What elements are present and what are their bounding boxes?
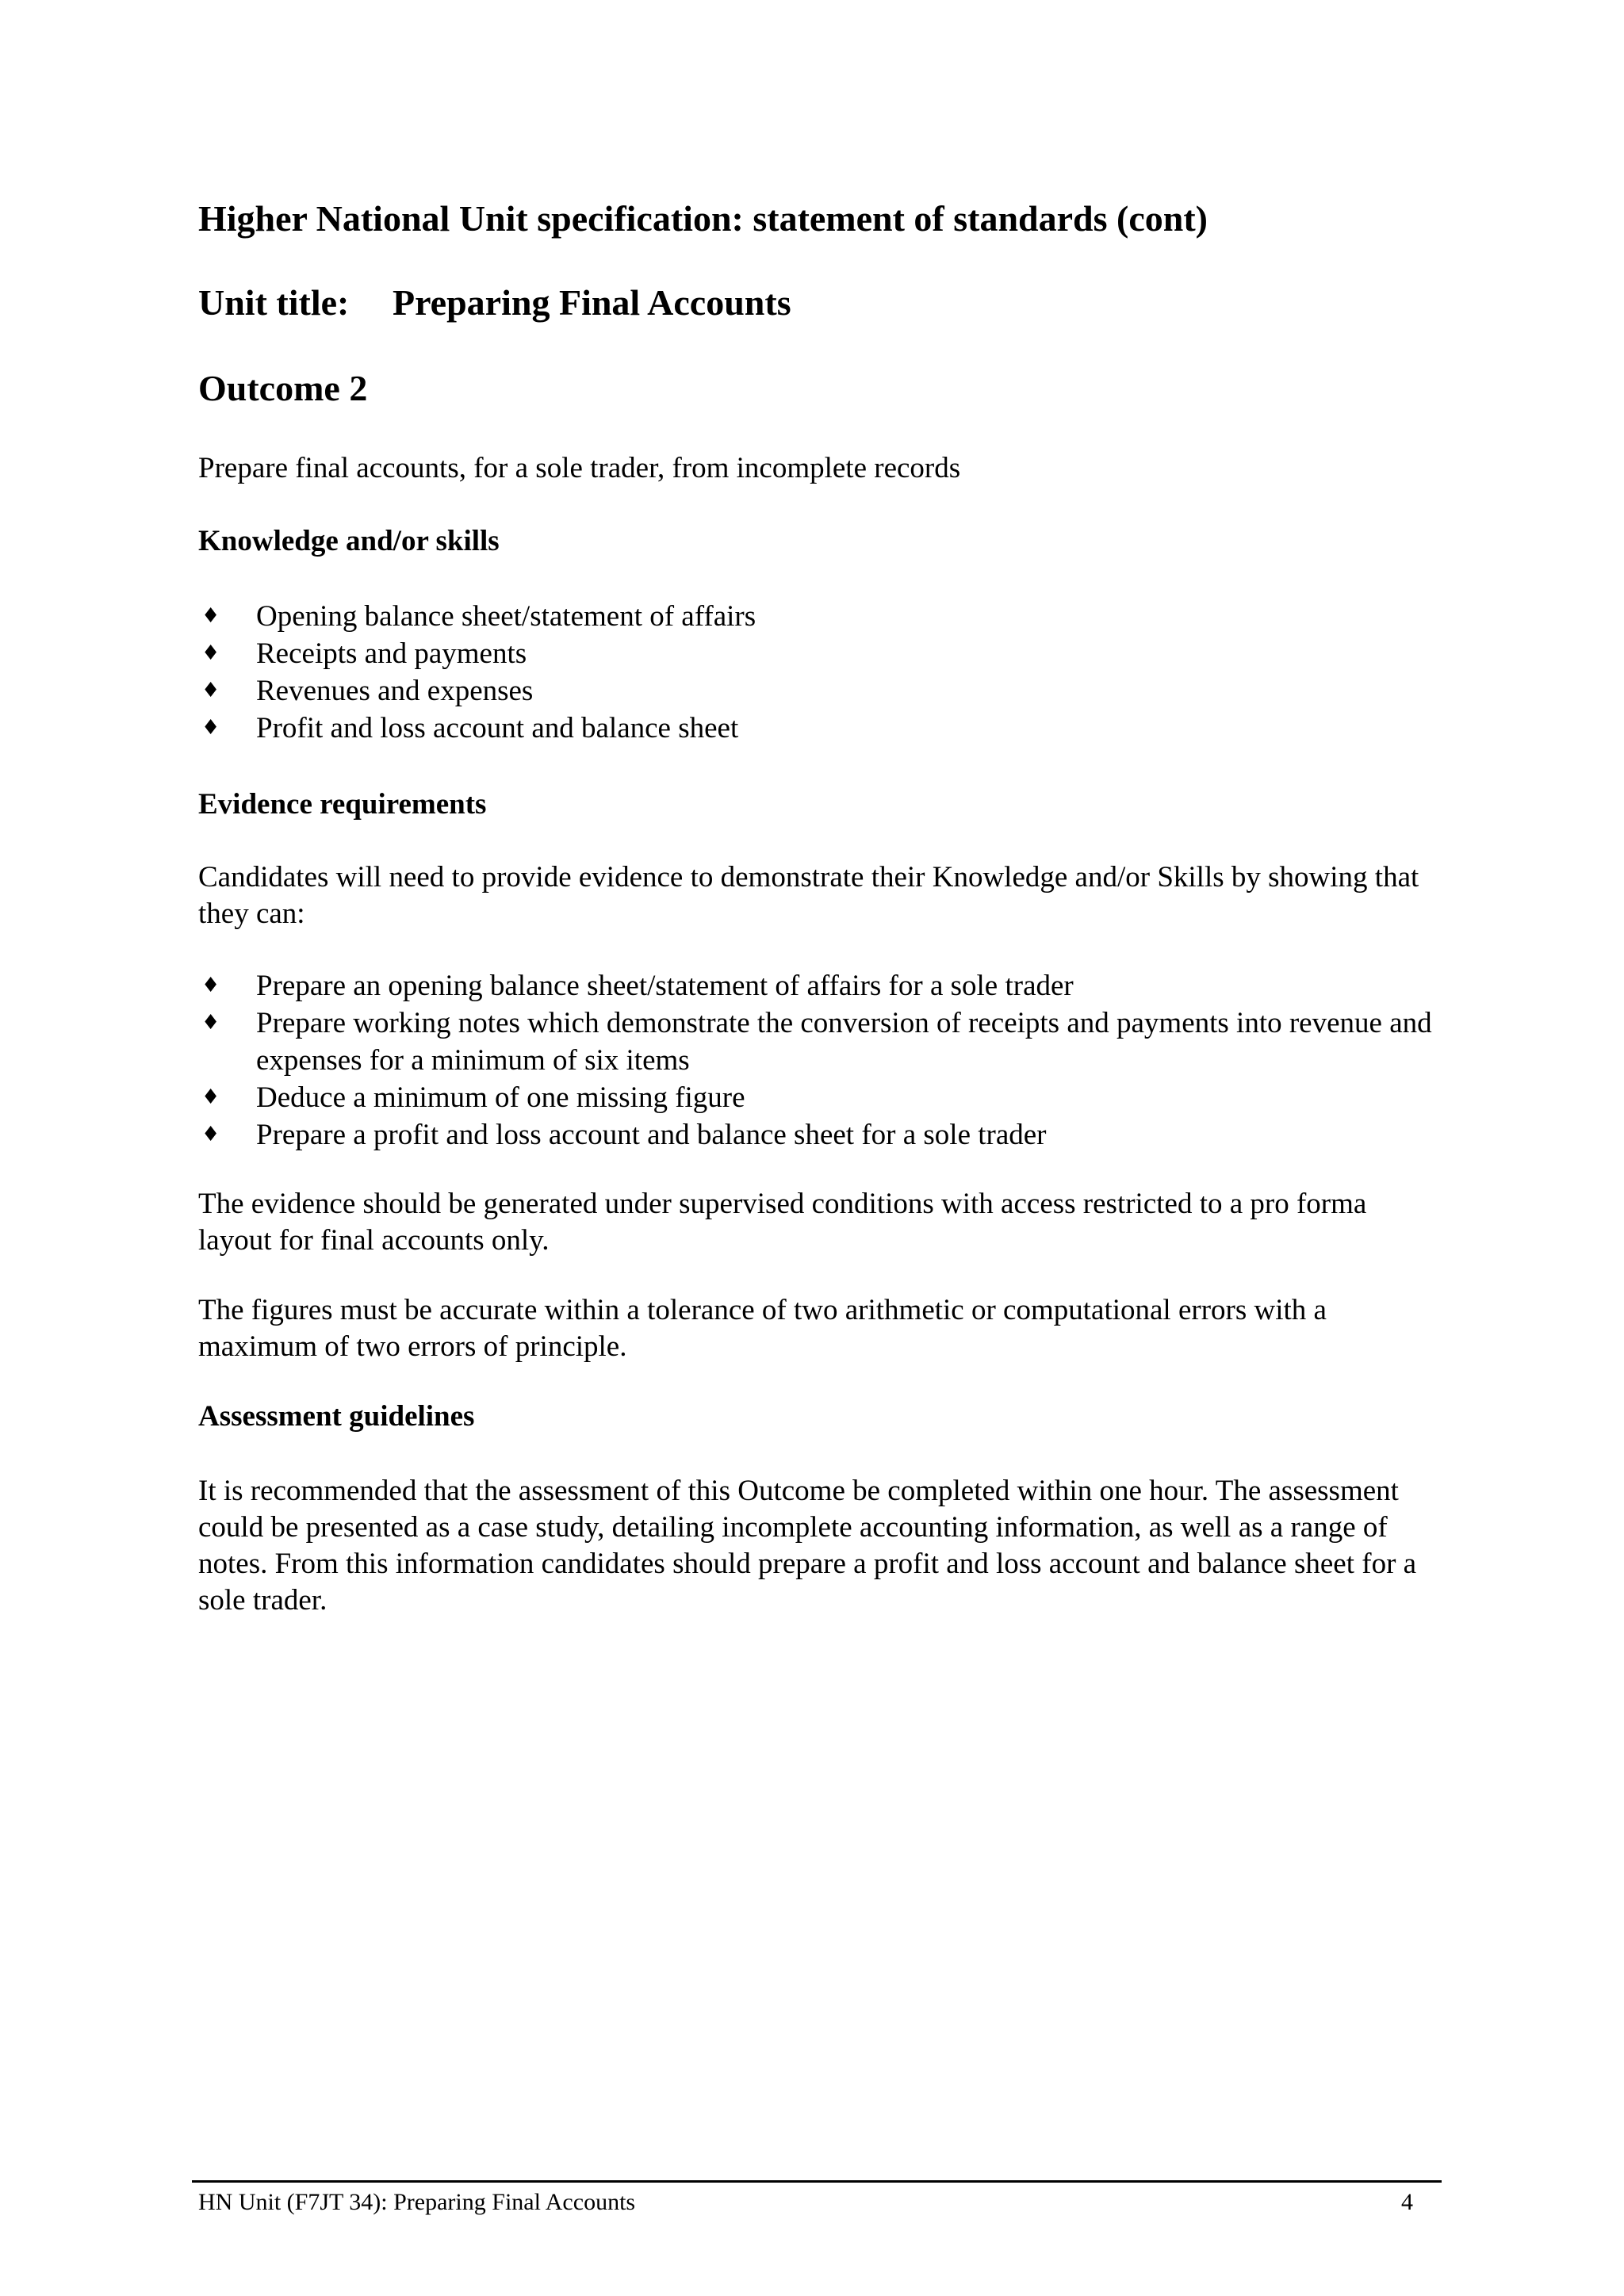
list-item-text: Prepare an opening balance sheet/statement of affairs for a sole trader [256,970,1074,1002]
diamond-bullet-icon: ♦ [201,641,220,665]
unit-title-label: Unit title: [198,282,350,323]
diamond-bullet-icon: ♦ [201,679,220,702]
knowledge-skills-heading: Knowledge and/or skills [198,525,500,557]
diamond-bullet-icon: ♦ [201,1011,220,1035]
list-item-text: Revenues and expenses [256,675,534,707]
diamond-bullet-icon: ♦ [201,716,220,740]
evidence-conditions-paragraph: The evidence should be generated under supervised conditions with access restricted to a pro forma layout for final accounts only. [198,1188,1367,1257]
diamond-bullet-icon: ♦ [201,1123,220,1146]
list-item [198,1004,1461,1079]
assessment-guidelines-text: It is recommended that the assessment of this Outcome be completed within one hour. The assessment could be presented as a case study, detailing incomplete accounting information, as well as a range of notes. From this information candidates should prepare a profit and loss account and balance sheet for a sole trader. [198,1475,1417,1617]
evidence-requirements-heading: Evidence requirements [198,788,487,821]
list-item [198,1079,1461,1116]
outcome-statement: Prepare final accounts, for a sole trader, from incomplete records [198,452,961,484]
evidence-requirements-list [198,967,1461,1154]
list-item-text: Profit and loss account and balance sheet [256,712,739,744]
outcome-heading: Outcome 2 [198,368,368,408]
diamond-bullet-icon: ♦ [201,1085,220,1109]
list-item-text: Prepare working notes which demonstrate the conversion of receipts and payments into revenue and expenses for a minimum of six items [256,1007,1432,1077]
list-item [198,1116,1461,1154]
list-item-text: Prepare a profit and loss account and balance sheet for a sole trader [256,1119,1047,1151]
footer-unit-reference: HN Unit (F7JT 34): Preparing Final Accounts [198,2189,636,2215]
diamond-bullet-icon: ♦ [201,604,220,628]
diamond-bullet-icon: ♦ [201,974,220,997]
evidence-intro: Candidates will need to provide evidence to demonstrate their Knowledge and/or Skills by showing that they can: [198,861,1419,930]
assessment-guidelines-heading: Assessment guidelines [198,1400,475,1433]
list-item [198,967,1461,1004]
list-item [198,635,1461,672]
evidence-accuracy-paragraph: The figures must be accurate within a tolerance of two arithmetic or computational errors with a maximum of two errors of principle. [198,1294,1327,1363]
list-item [198,710,1461,747]
page-title: Higher National Unit specification: statement of standards (cont) [198,198,1208,239]
footer-page-number: 4 [1401,2189,1413,2215]
list-item-text: Receipts and payments [256,637,527,670]
footer-divider [192,2180,1442,2183]
unit-title-line [198,281,791,324]
list-item-text: Opening balance sheet/statement of affairs [256,600,756,633]
knowledge-skills-list [198,598,1461,747]
list-item-text: Deduce a minimum of one missing figure [256,1081,745,1114]
list-item [198,598,1461,635]
list-item [198,672,1461,710]
unit-title-value: Preparing Final Accounts [393,282,791,323]
